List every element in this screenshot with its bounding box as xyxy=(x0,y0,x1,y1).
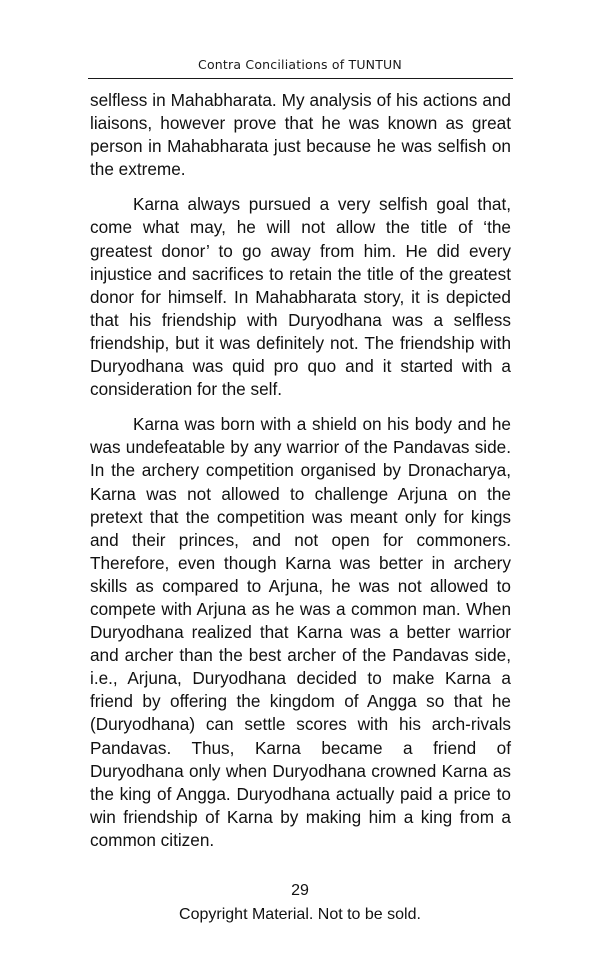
page-number: 29 xyxy=(291,882,309,899)
paragraph: Karna was born with a shield on his body and he was undefeatable by any warrior of the Pandavas side. In the archery competition organised by Dronacharya, Karna was not allowed to challenge Arjuna on the pretext that the competition was meant only for kings and their princes, and not open for commoners. Therefore, even though Karna was better in archery skills as compared to Arjuna, he was not allowed to compete with Arjuna as he was a common man. When Duryodhana realized that Karna was a better warrior and archer than the best archer of the Pandavas side, i.e., Arjuna, Duryodhana decided to make Karna a friend by offering the kingdom of Angga so that he (Duryodhana) can settle scores with his arch-rivals Pandavas. Thus, Karna became a friend of Duryodhana only when Duryodhana crowned Karna as the king of Angga. Duryodhana actually paid a price to win friendship of Karna by making him a king from a common citizen. xyxy=(90,414,511,850)
running-header-title: Contra Conciliations of TUNTUN xyxy=(198,57,402,72)
copyright-notice: Copyright Material. Not to be sold. xyxy=(179,906,421,923)
paragraph: Karna always pursued a very selfish goal that, come what may, he will not allow the title of ‘the greatest donor’ to go away from him. He did every injustice and sacrifices to retain the title of the greatest donor for himself. In Mahabharata story, it is depicted that his friendship with Duryodhana was a selfless friendship, but it was definitely not. The friendship with Duryodhana was quid pro quo and it started with a consideration for the self. xyxy=(90,194,511,400)
header-divider xyxy=(88,78,513,79)
paragraph-continued: selfless in Mahabharata. My analysis of his actions and liaisons, however prove that he was known as great person in Mahabharata just because he was selfish on the extreme. xyxy=(90,90,511,180)
body-text xyxy=(90,89,511,852)
